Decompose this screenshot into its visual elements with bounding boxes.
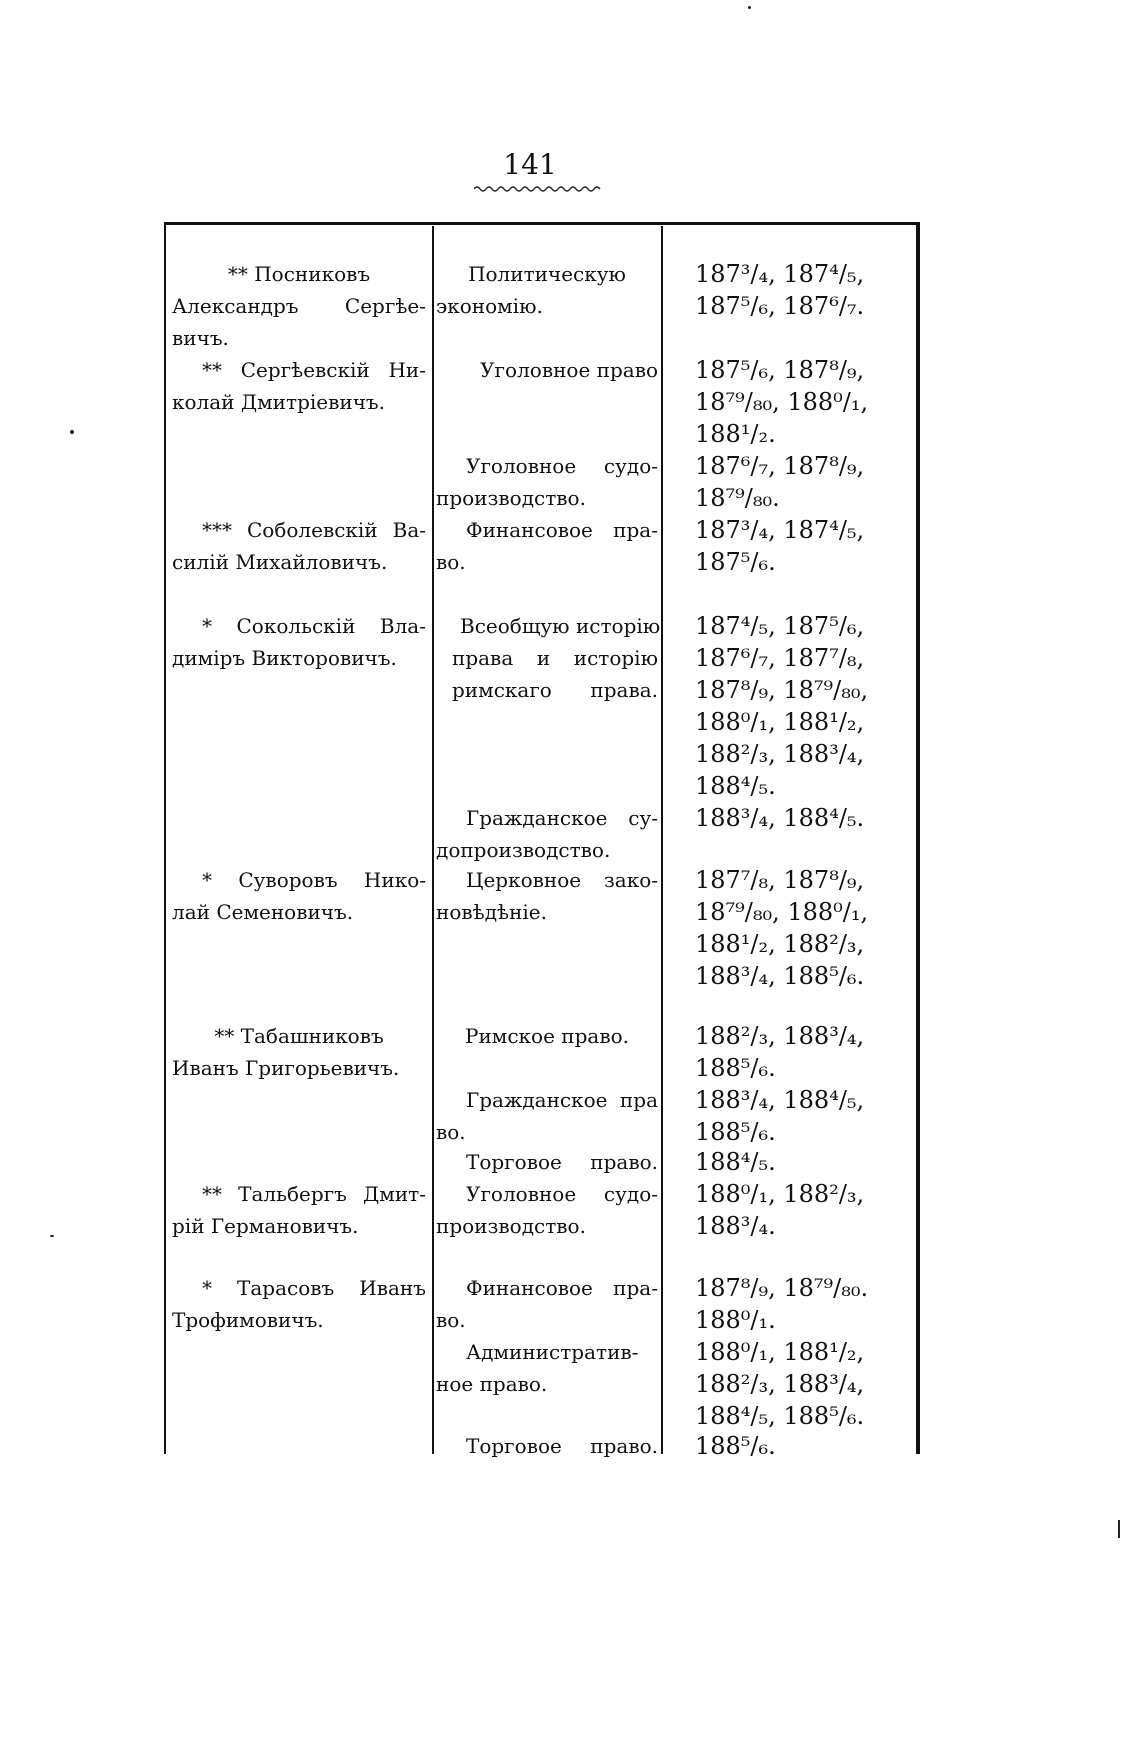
- column-divider-name-subject: [432, 226, 434, 1454]
- scan-speck: [50, 1235, 54, 1237]
- years: 187³/₄, 187⁴/₅, 187⁵/₆, 187⁶/₇.: [695, 260, 865, 320]
- page-number: 141: [503, 148, 557, 181]
- years: 187⁷/₈, 187⁸/₉, 18⁷⁹/₈₀, 188⁰/₁, 188¹/₂, 188²/₃, 188³/₄, 188⁵/₆.: [695, 866, 869, 990]
- scan-speck: [1118, 1520, 1120, 1538]
- years: 187⁴/₅, 187⁵/₆, 187⁶/₇, 187⁷/₈, 187⁸/₉, 18⁷⁹/₈₀, 188⁰/₁, 188¹/₂, 188²/₃, 188³/₄, 188⁴/₅.: [695, 612, 869, 800]
- years: 188⁰/₁, 188¹/₂, 188²/₃, 188³/₄, 188⁴/₅, 188⁵/₆.: [695, 1338, 865, 1430]
- years: 187³/₄, 187⁴/₅, 187⁵/₆.: [695, 516, 865, 576]
- scan-speck: [748, 6, 751, 9]
- table-top-rule: [164, 222, 918, 225]
- subject: Гражданское пра во.: [436, 1088, 658, 1144]
- subject: Административ- ное право.: [436, 1340, 639, 1396]
- professor-name: ** Тальбергъ Дмит- рій Германовичъ.: [172, 1182, 426, 1238]
- years: 188⁵/₆.: [695, 1432, 776, 1460]
- scan-speck: [70, 430, 74, 434]
- subject: Гражданское су- допроизводство.: [436, 806, 658, 862]
- subject: Уголовное право: [480, 358, 658, 382]
- subject: Торговое право.: [466, 1434, 658, 1458]
- years: 188³/₄, 188⁴/₅, 188⁵/₆.: [695, 1086, 865, 1146]
- years: 188⁴/₅.: [695, 1148, 776, 1176]
- years: 188²/₃, 188³/₄, 188⁵/₆.: [695, 1022, 865, 1082]
- years: 188³/₄, 188⁴/₅.: [695, 804, 865, 832]
- subject: Политическую экономію.: [436, 262, 626, 318]
- subject: Финансовое пра- во.: [436, 518, 658, 574]
- subject: Уголовное судо- производство.: [436, 454, 658, 510]
- years: 187⁶/₇, 187⁸/₉, 18⁷⁹/₈₀.: [695, 452, 865, 512]
- years: 187⁸/₉, 18⁷⁹/₈₀. 188⁰/₁.: [695, 1274, 869, 1334]
- professor-name: ** Сергѣевскій Ни- колай Дмитріевичъ.: [172, 358, 426, 414]
- table-left-border: [164, 222, 166, 1454]
- wavy-rule-ornament: [474, 184, 604, 194]
- subject: Римское право.: [465, 1024, 629, 1048]
- subject: Торговое право.: [466, 1150, 658, 1174]
- years: 187⁵/₆, 187⁸/₉, 18⁷⁹/₈₀, 188⁰/₁, 188¹/₂.: [695, 356, 869, 448]
- subject: Финансовое пра- во.: [436, 1276, 658, 1332]
- years: 188⁰/₁, 188²/₃, 188³/₄.: [695, 1180, 865, 1240]
- professor-name: ** Табашниковъ Иванъ Григорьевичъ.: [172, 1024, 400, 1080]
- subject: Уголовное судо- производство.: [436, 1182, 658, 1238]
- professor-name: * Тарасовъ Иванъ Трофимовичъ.: [172, 1276, 426, 1332]
- column-divider-subject-years: [661, 226, 663, 1454]
- subject: Церковное зако- новѣдѣніе.: [436, 868, 658, 924]
- professor-name: * Сокольскій Вла- диміръ Викторовичъ.: [172, 614, 426, 670]
- professor-name: *** Соболевскій Ва- силій Михайловичъ.: [172, 518, 426, 574]
- subject: Всеобщую исторію права и исторію римскаго права.: [452, 614, 661, 702]
- professor-name: ** Посниковъ Александръ Сергѣе- вичъ.: [172, 262, 426, 350]
- professor-name: * Суворовъ Нико- лай Семеновичъ.: [172, 868, 426, 924]
- table-right-border: [916, 222, 920, 1454]
